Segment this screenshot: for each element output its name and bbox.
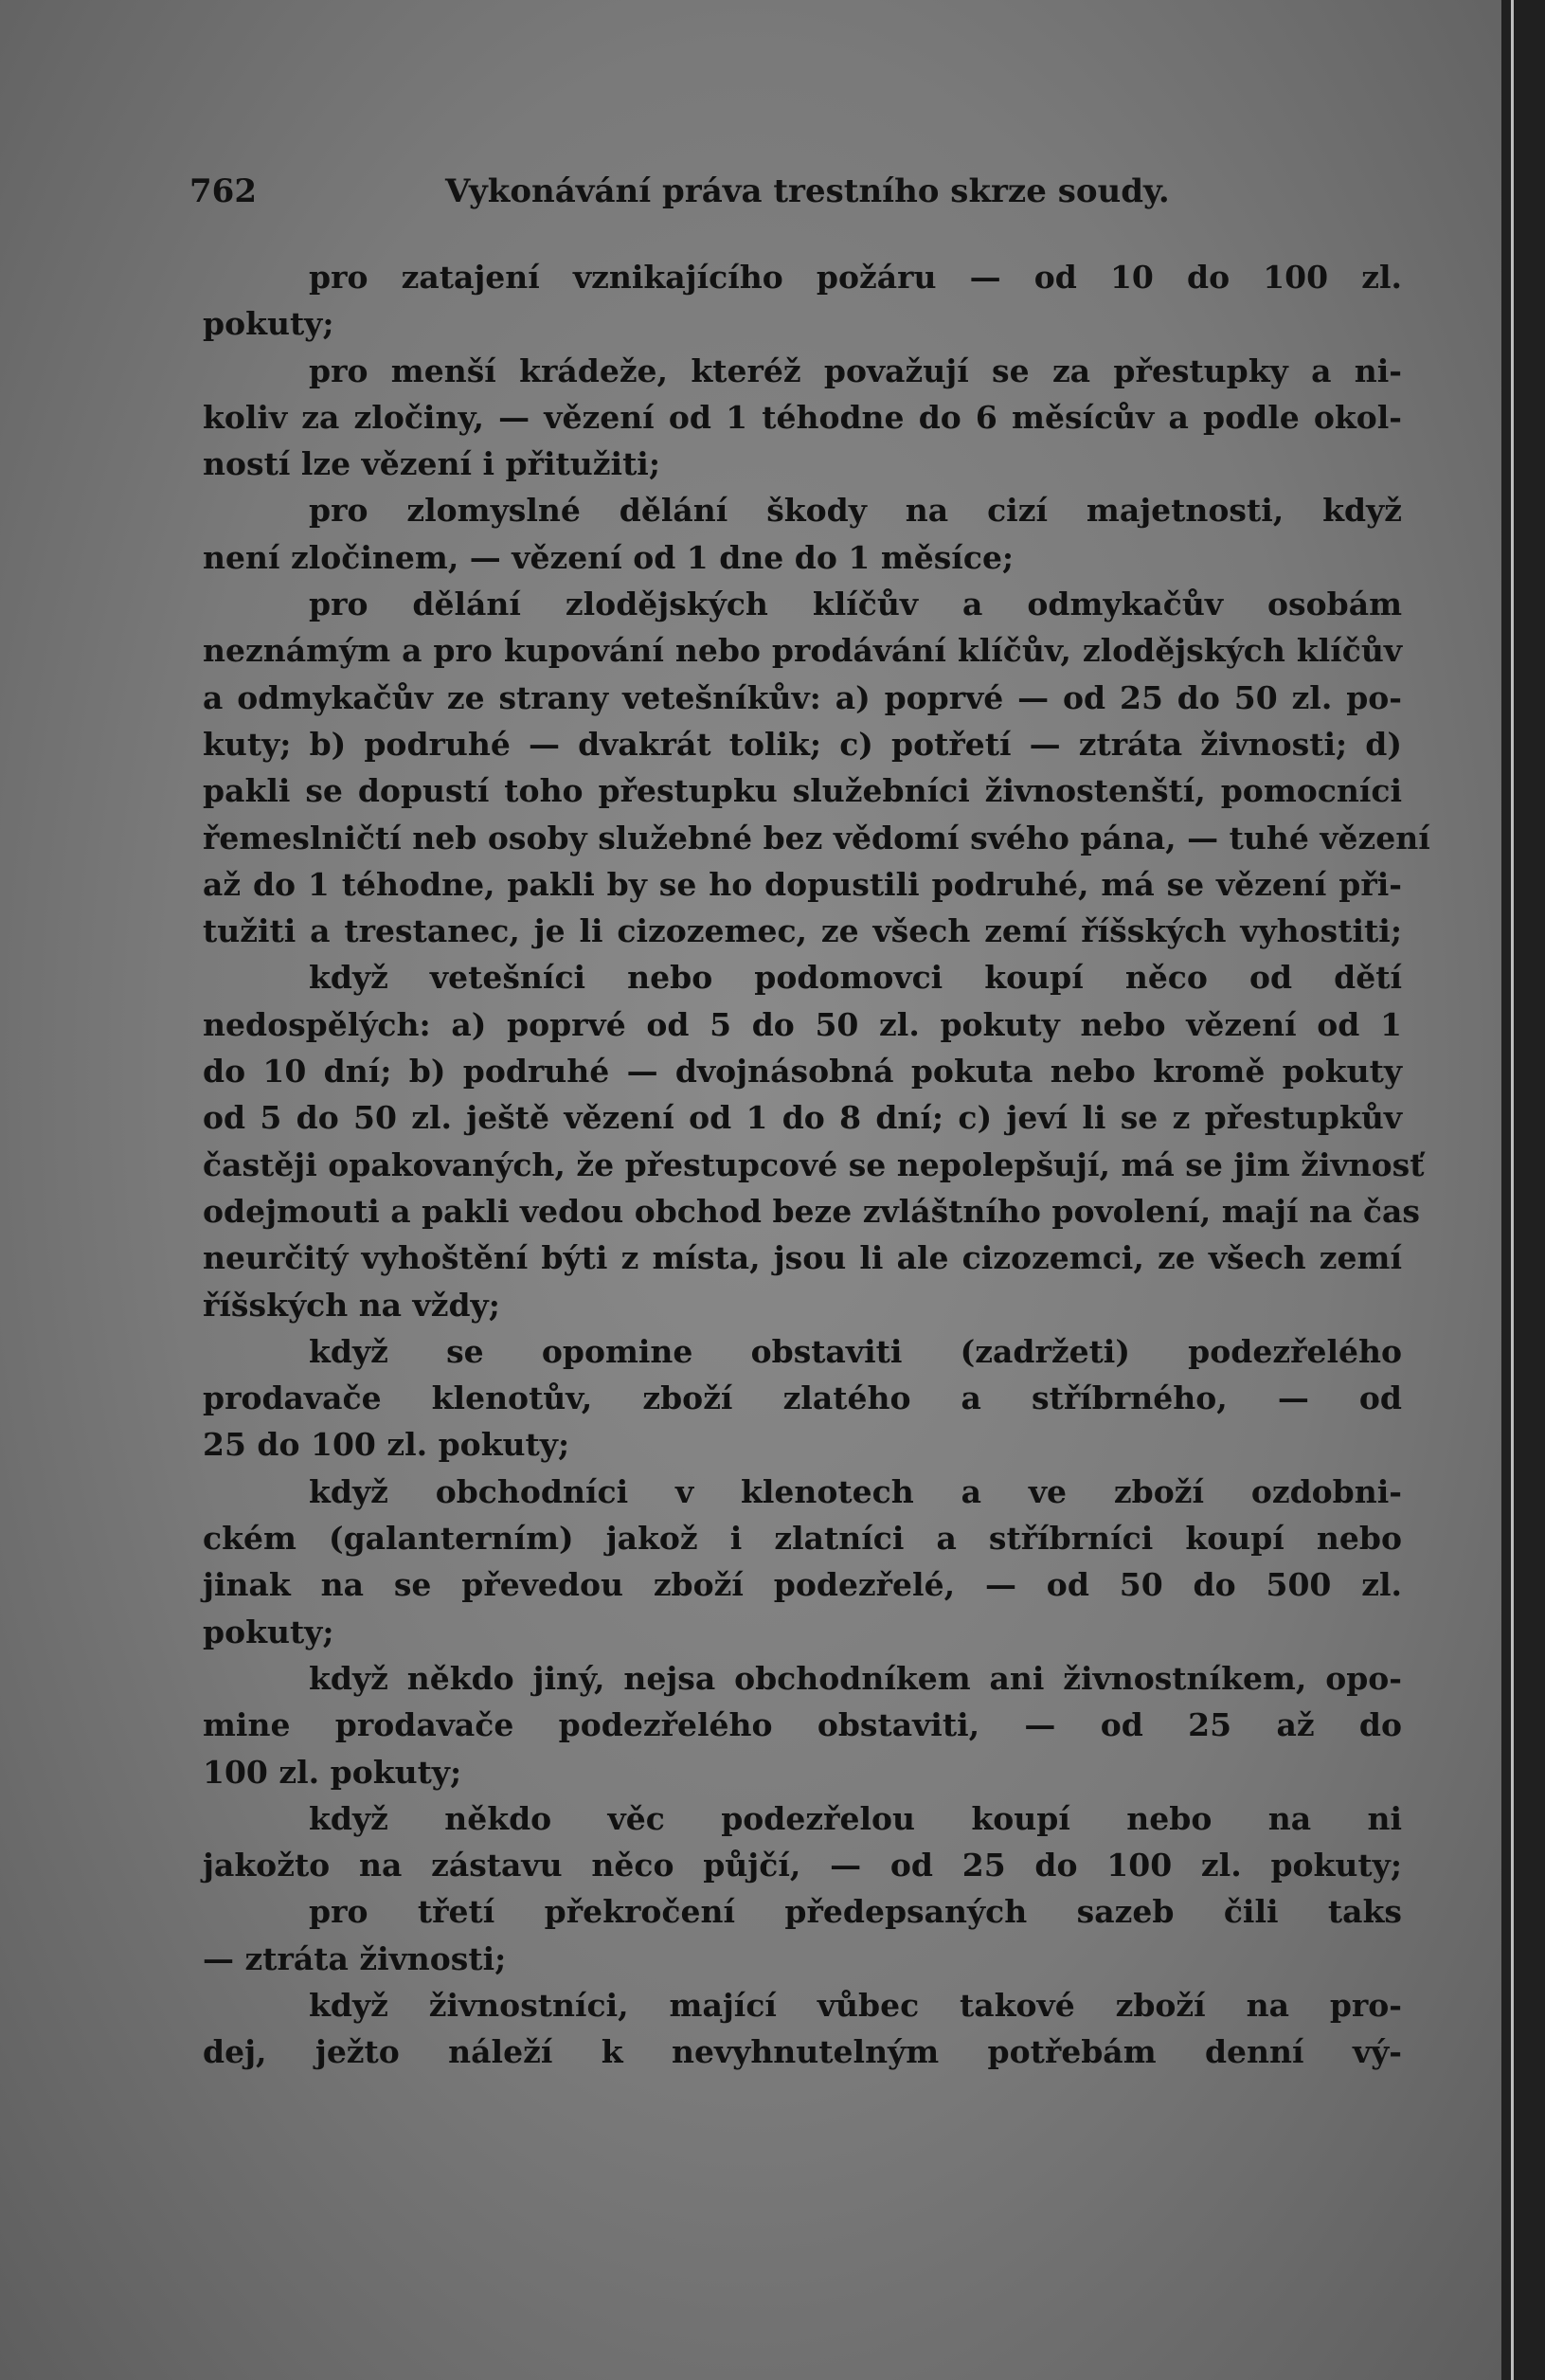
text-line: prodavače klenotův, zboží zlatého a stříbrného, — od [203, 1379, 1402, 1417]
body-text [203, 254, 1430, 2076]
text-line: když obchodníci v klenotech a ve zboží ozdobni- [309, 1472, 1402, 1510]
book-edge [1501, 0, 1545, 2380]
text-line: pokuty; [203, 305, 334, 343]
text-line: jakožto na zástavu něco půjčí, — od 25 do 100 zl. pokuty; [203, 1847, 1402, 1884]
text-line: odejmouti a pakli vedou obchod beze zvláštního povolení, mají na čas [203, 1192, 1420, 1230]
text-line: pro zatajení vznikajícího požáru — od 10 do 100 zl. [309, 259, 1402, 296]
text-line: 25 do 100 zl. pokuty; [203, 1426, 570, 1464]
page-number: 762 [189, 172, 257, 210]
text-line: neznámým a pro kupování nebo prodávání klíčův, zlodějských klíčův [203, 632, 1402, 670]
page-header [189, 172, 1440, 220]
text-line: koliv za zločiny, — vězení od 1 téhodne do 6 měsícův a podle okol- [203, 398, 1402, 436]
text-line: pro menší krádeže, kteréž považují se za přestupky a ni- [309, 352, 1402, 389]
page-edge-line [1511, 0, 1514, 2380]
text-line: nedospělých: a) poprvé od 5 do 50 zl. pokuty nebo vězení od 1 [203, 1005, 1402, 1043]
text-line: — ztráta živnosti; [203, 1939, 507, 1977]
text-line: od 5 do 50 zl. ještě vězení od 1 do 8 dní; c) jeví li se z přestupkův [203, 1099, 1402, 1137]
text-line: není zločinem, — vězení od 1 dne do 1 měsíce; [203, 538, 1015, 576]
text-line: mine prodavače podezřelého obstaviti, — od 25 až do [203, 1706, 1402, 1744]
text-line: neurčitý vyhoštění býti z místa, jsou li ale cizozemci, ze všech zemí [203, 1239, 1402, 1277]
text-line: a odmykačův ze strany vetešníkův: a) poprvé — od 25 do 50 zl. po- [203, 678, 1402, 716]
text-line: když někdo jiný, nejsa obchodníkem ani živnostníkem, opo- [309, 1659, 1402, 1697]
text-line: častěji opakovaných, že přestupcové se nepolepšují, má se jim živnosť [203, 1145, 1425, 1183]
text-line: až do 1 téhodne, pakli by se ho dopustili podruhé, má se vězení při- [203, 865, 1402, 903]
text-line: 100 zl. pokuty; [203, 1753, 462, 1791]
text-line: když se opomine obstaviti (zadržeti) podezřelého [309, 1332, 1402, 1370]
text-line: pro zlomyslné dělání škody na cizí majetnosti, když [309, 492, 1402, 530]
text-line: pro dělání zlodějských klíčův a odmykačův osobám [309, 586, 1402, 623]
text-line: do 10 dní; b) podruhé — dvojnásobná pokuta nebo kromě pokuty [203, 1053, 1402, 1091]
text-line: říšských na vždy; [203, 1286, 500, 1324]
text-line: ností lze vězení i přitužiti; [203, 445, 661, 483]
text-line: tužiti a trestanec, je li cizozemec, ze všech zemí říšských vyhostiti; [203, 912, 1402, 950]
text-line: pakli se dopustí toho přestupku služebníci živnostenští, pomocníci [203, 772, 1402, 810]
text-line: kuty; b) podruhé — dvakrát tolik; c) potřetí — ztráta živnosti; d) [203, 725, 1402, 763]
text-line: když někdo věc podezřelou koupí nebo na ni [309, 1799, 1402, 1837]
text-line: řemeslničtí neb osoby služebné bez vědomí svého pána, — tuhé vězení [203, 819, 1430, 856]
text-line: pro třetí překročení předepsaných sazeb čili taks [309, 1893, 1402, 1931]
text-line: ckém (galanterním) jakož i zlatníci a stříbrníci koupí nebo [203, 1520, 1402, 1558]
text-line: když živnostníci, mající vůbec takové zboží na pro- [309, 1986, 1402, 2024]
text-line: jinak na se převedou zboží podezřelé, — od 50 do 500 zl. [203, 1566, 1402, 1604]
text-line: pokuty; [203, 1613, 334, 1650]
text-line: dej, ježto náleží k nevyhnutelným potřebám denní vý- [203, 2033, 1402, 2071]
running-title: Vykonávání práva trestního skrze soudy. [445, 172, 1170, 210]
text-line: když vetešníci nebo podomovci koupí něco od dětí [309, 959, 1402, 997]
